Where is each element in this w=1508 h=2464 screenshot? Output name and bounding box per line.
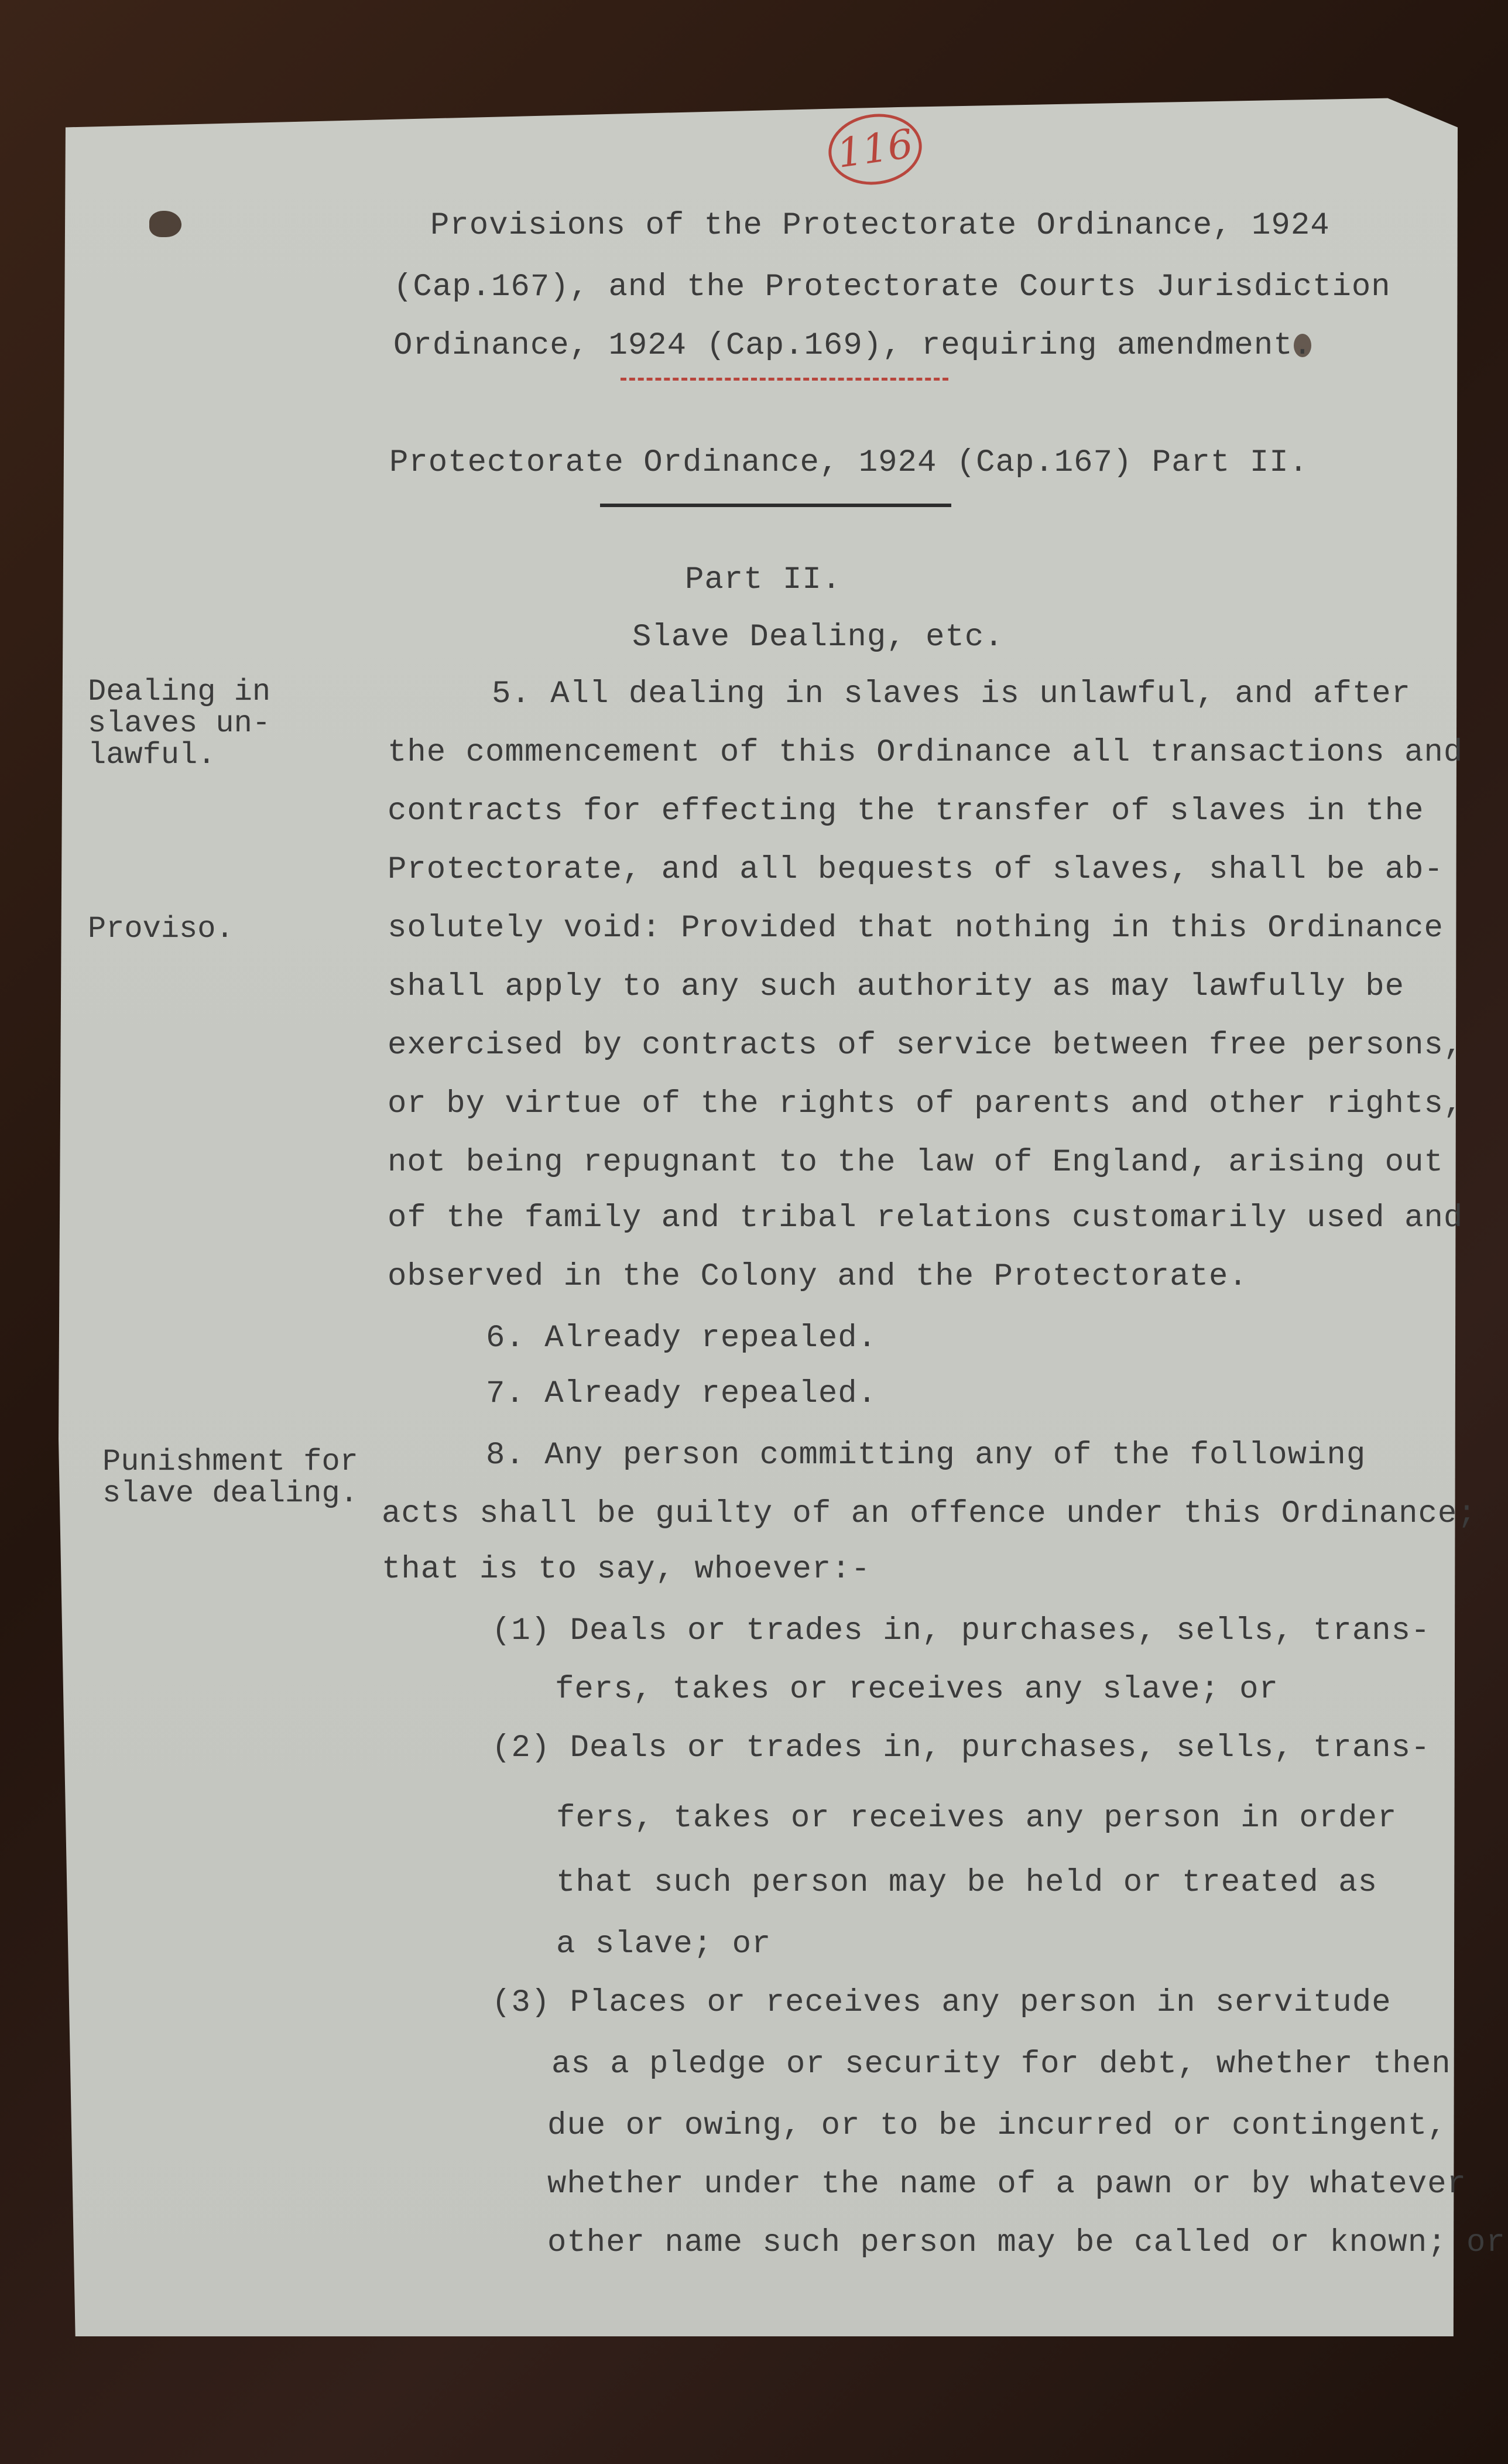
body-line: a slave; or [556, 1926, 772, 1962]
body-line: contracts for effecting the transfer of slaves in the [388, 793, 1424, 829]
body-line: fers, takes or receives any slave; or [555, 1672, 1279, 1707]
header-subtitle: Protectorate Ordinance, 1924 (Cap.167) Part II. [389, 445, 1309, 481]
body-line: acts shall be guilty of an offence under this Ordinance; [382, 1496, 1477, 1532]
body-line: (1) Deals or trades in, purchases, sells, trans- [492, 1613, 1431, 1649]
header-title-line-1: Provisions of the Protectorate Ordinance, 1924 [430, 208, 1330, 244]
body-line: solutely void: Provided that nothing in this Ordinance [388, 911, 1444, 946]
body-line: as a pledge or security for debt, whether then [551, 2047, 1451, 2082]
folio-number-stamp: 116 [824, 108, 926, 190]
body-line: that is to say, whoever:- [382, 1552, 871, 1587]
subtitle-underline [600, 504, 951, 507]
body-line: whether under the name of a pawn or by whatever [547, 2167, 1467, 2202]
body-line: 6. Already repealed. [486, 1320, 878, 1356]
body-line: 5. All dealing in slaves is unlawful, and after [492, 676, 1411, 712]
body-line: 7. Already repealed. [486, 1376, 878, 1412]
header-dashed-underline [621, 378, 948, 381]
header-title-line-3: Ordinance, 1924 (Cap.169), requiring amendment. [393, 328, 1313, 364]
body-line: the commencement of this Ordinance all transactions and [388, 735, 1464, 771]
body-line: not being repugnant to the law of England, arising out [388, 1145, 1444, 1180]
body-line: (3) Places or receives any person in servitude [492, 1985, 1392, 2021]
body-line: other name such person may be called or known; or [547, 2225, 1506, 2261]
body-line: observed in the Colony and the Protectorate. [388, 1259, 1248, 1295]
body-line: of the family and tribal relations customarily used and [388, 1200, 1464, 1236]
body-line: due or owing, or to be incurred or contingent, [547, 2108, 1447, 2144]
body-line: that such person may be held or treated as [556, 1865, 1378, 1901]
body-line: exercised by contracts of service between free persons, [388, 1028, 1464, 1063]
body-line: Protectorate, and all bequests of slaves, shall be ab- [388, 852, 1444, 888]
ink-blot-mark [149, 211, 181, 237]
body-line: shall apply to any such authority as may lawfully be [388, 969, 1405, 1005]
body-line: (2) Deals or trades in, purchases, sells, trans- [492, 1730, 1431, 1766]
margin-note-punishment: Punishment for slave dealing. [102, 1445, 358, 1511]
body-line: fers, takes or receives any person in order [556, 1801, 1397, 1836]
body-line: or by virtue of the rights of parents and other rights, [388, 1086, 1464, 1122]
part-heading: Part II. [685, 562, 842, 598]
body-line: 8. Any person committing any of the following [486, 1438, 1366, 1473]
part-subheading: Slave Dealing, etc. [632, 620, 1004, 655]
header-title-line-2: (Cap.167), and the Protectorate Courts Jurisdiction [393, 269, 1391, 305]
margin-note-proviso: Proviso. [88, 912, 234, 946]
margin-note-dealing-unlawful: Dealing in slaves un- lawful. [88, 675, 271, 772]
